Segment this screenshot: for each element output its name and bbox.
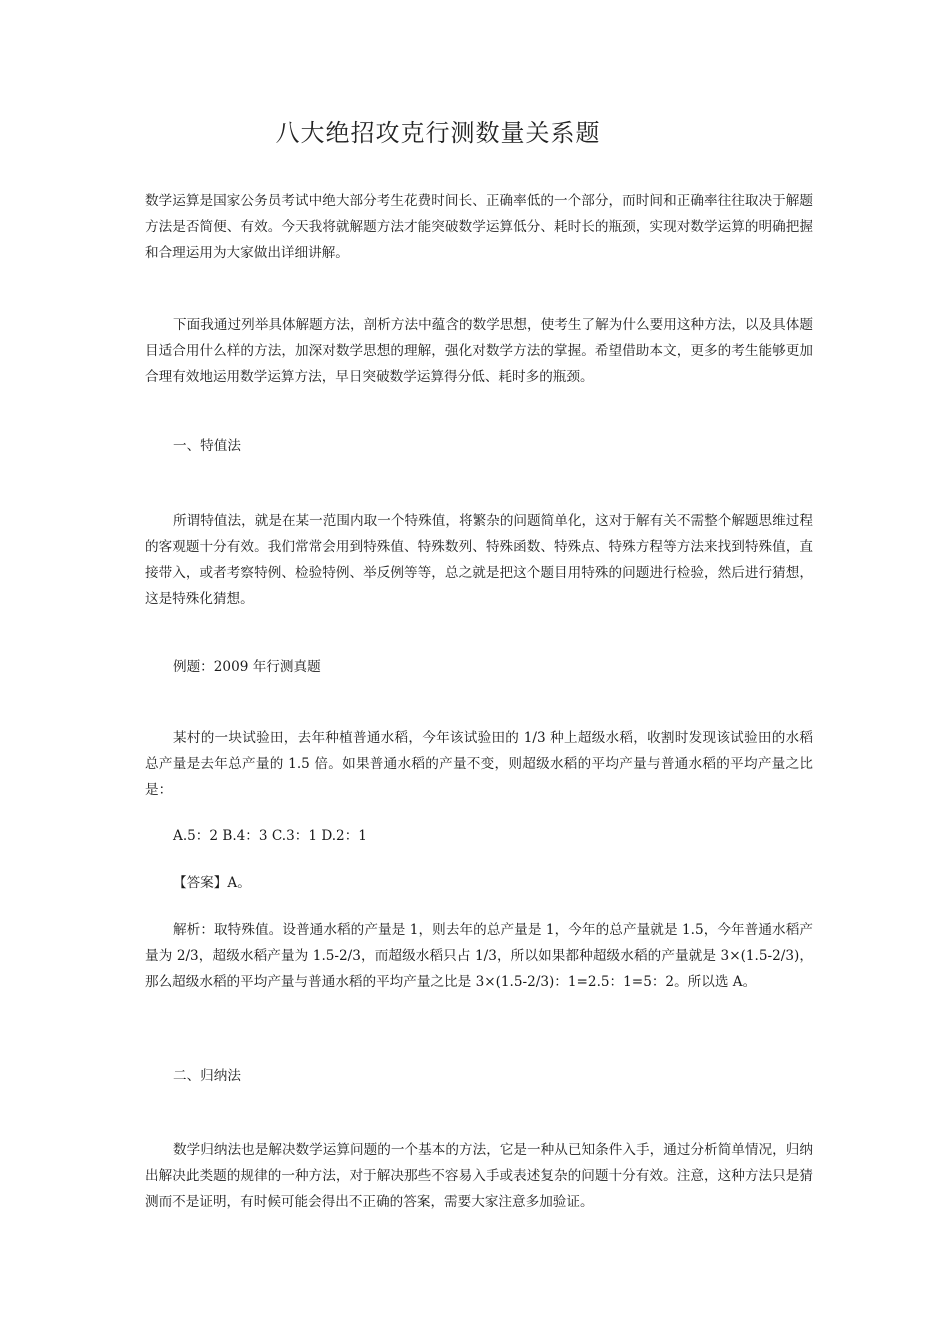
document-title: 八大绝招攻克行测数量关系题 <box>275 119 601 147</box>
intro-paragraph: 数学运算是国家公务员考试中绝大部分考生花费时间长、正确率低的一个部分，而时间和正确率往往取决于解题方法是否简便、有效。今天我将就解题方法才能突破数学运算低分、耗时长的瓶颈，实现对数学运算的明确把握和合理运用为大家做出详细讲解。 <box>145 193 813 261</box>
special-value-explanation: 所谓特值法，就是在某一范围内取一个特殊值，将繁杂的问题简单化，这对于解有关不需整个解题思维过程的客观题十分有效。我们常常会用到特殊值、特殊数列、特殊函数、特殊点、特殊方程等方法来找到特殊值，直接带入，或者考察特例、检验特例、举反例等等，总之就是把这个题目用特殊的问题进行检验，然后进行猜想，这是特殊化猜想。 <box>145 513 813 607</box>
solution-explanation: 解析：取特殊值。设普通水稻的产量是 1，则去年的总产量是 1，今年的总产量就是 1.5，今年普通水稻产量为 2/3，超级水稻产量为 1.5-2/3，而超级水稻只占 1/3，所以如果都种超级水稻的产量就是 3×(1.5-2/3)，那么超级水稻的平均产量与普通水稻的平均产量之比是 3×(1.5-2/3)：1=2.5：1=5：2。所以选 A。 <box>145 922 813 990</box>
section-heading-special-value: 一、特值法 <box>173 438 241 454</box>
answer-line: 【答案】A。 <box>173 875 251 891</box>
section-heading-induction: 二、归纳法 <box>173 1068 241 1084</box>
example-heading: 例题：2009 年行测真题 <box>173 659 321 675</box>
example-question: 某村的一块试验田，去年种植普通水稻，今年该试验田的 1/3 种上超级水稻，收割时发现该试验田的水稻总产量是去年总产量的 1.5 倍。如果普通水稻的产量不变，则超级水稻的平均产量与普通水稻的平均产量之比是： <box>145 730 813 798</box>
induction-explanation: 数学归纳法也是解决数学运算问题的一个基本的方法，它是一种从已知条件入手，通过分析简单情况，归纳出解决此类题的规律的一种方法，对于解决那些不容易入手或表述复杂的问题十分有效。注意，这种方法只是猜测而不是证明，有时候可能会得出不正确的答案，需要大家注意多加验证。 <box>145 1142 813 1210</box>
answer-options: A.5：2 B.4：3 C.3：1 D.2：1 <box>173 828 367 844</box>
method-overview-paragraph: 下面我通过列举具体解题方法，剖析方法中蕴含的数学思想，使考生了解为什么要用这种方法，以及具体题目适合用什么样的方法，加深对数学思想的理解，强化对数学方法的掌握。希望借助本文，更多的考生能够更加合理有效地运用数学运算方法，早日突破数学运算得分低、耗时多的瓶颈。 <box>145 317 813 385</box>
